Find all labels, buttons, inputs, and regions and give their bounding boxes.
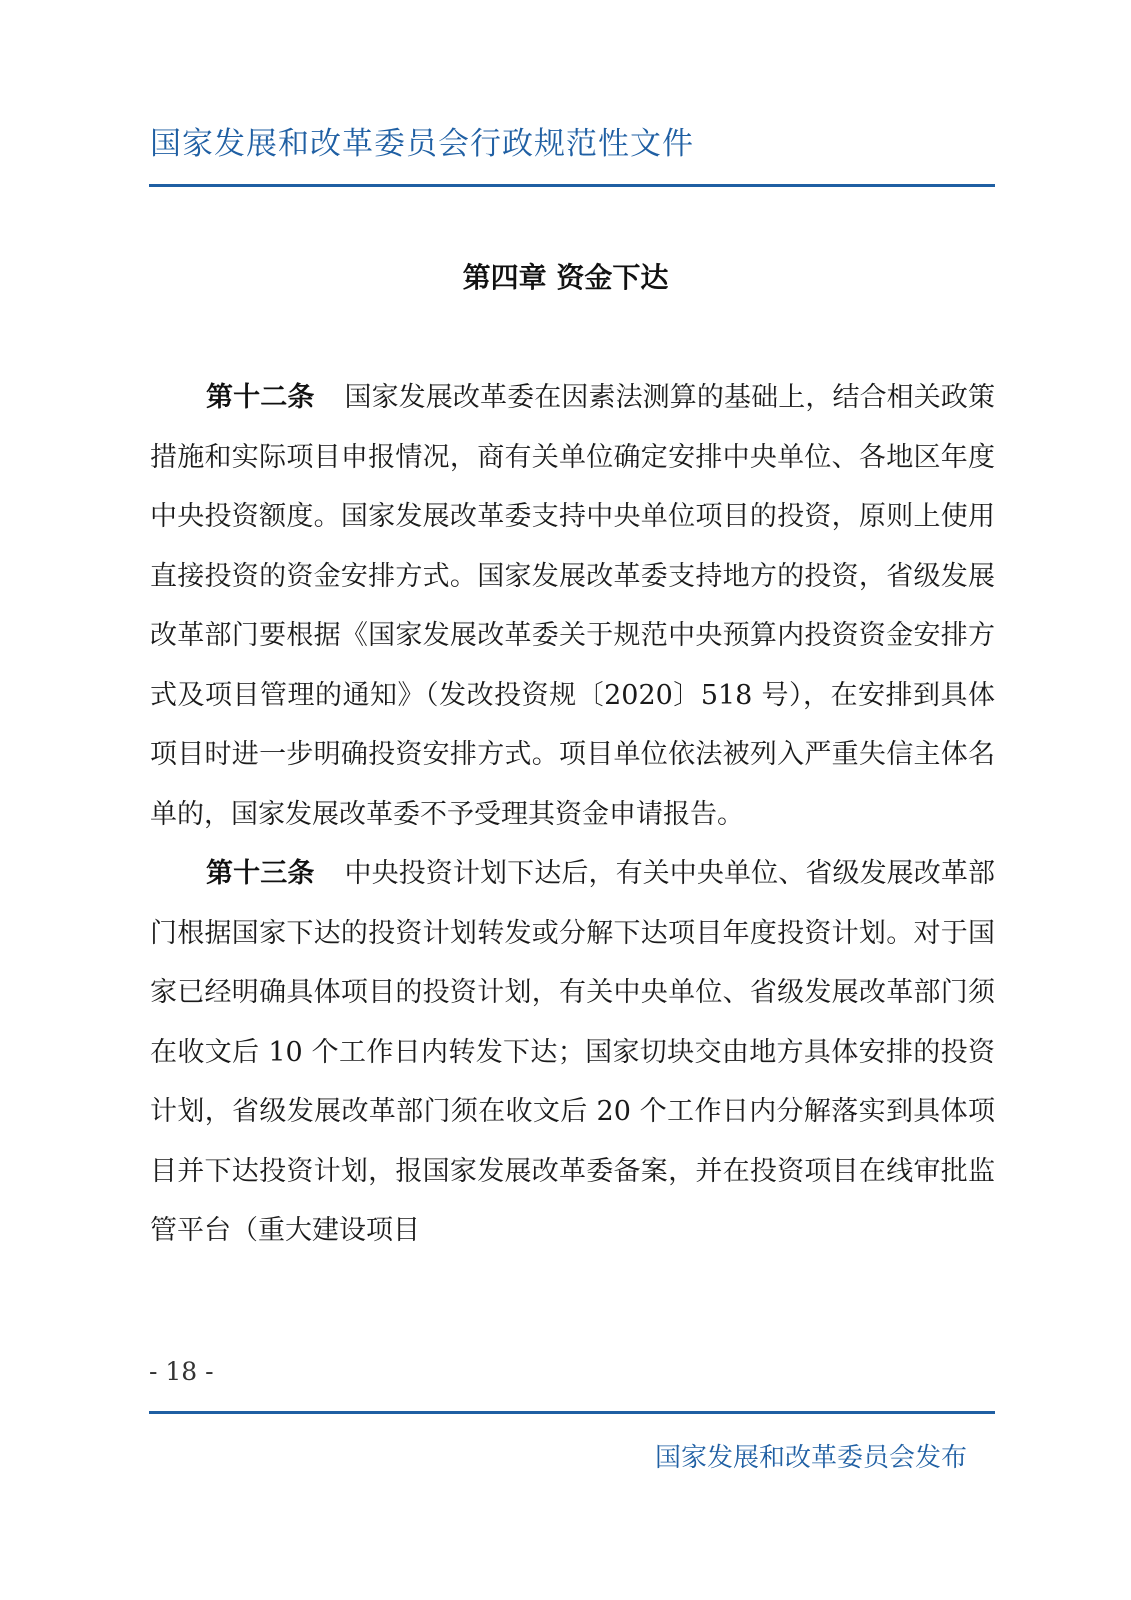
document-body: [150, 368, 995, 1261]
document-header-title: 国家发展和改革委员会行政规范性文件: [150, 126, 694, 162]
header-divider: [149, 184, 995, 187]
article-12: [150, 368, 995, 844]
article-number: 第十二条: [206, 382, 315, 413]
article-text: 国家发展改革委在因素法测算的基础上，结合相关政策措施和实际项目申报情况，商有关单位确定安排中央单位、各地区年度中央投资额度。国家发展改革委支持中央单位项目的投资，原则上使用直接投资的资金安排方式。国家发展改革委支持地方的投资，省级发展改革部门要根据《国家发展改革委关于规范中央预算内投资资金安排方式及项目管理的通知》（发改投资规〔2020〕518 号），在安排到具体项目时进一步明确投资安排方式。项目单位依法被列入严重失信主体名单的，国家发展改革委不予受理其资金申请报告。: [150, 382, 996, 830]
article-number: 第十三条: [206, 858, 315, 889]
article-text: 中央投资计划下达后，有关中央单位、省级发展改革部门根据国家下达的投资计划转发或分解下达项目年度投资计划。对于国家已经明确具体项目的投资计划，有关中央单位、省级发展改革部门须在收文后 10 个工作日内转发下达；国家切块交由地方具体安排的投资计划，省级发展改革部门须在收文后 20 个工作日内分解落实到具体项目并下达投资计划，报国家发展改革委备案，并在投资项目在线审批监管平台（重大建设项目: [150, 858, 996, 1246]
page-number: - 18 -: [149, 1357, 214, 1386]
footer-divider: [149, 1411, 995, 1414]
article-13: [150, 844, 995, 1261]
chapter-title: 第四章 资金下达: [462, 261, 669, 294]
publisher-label: 国家发展和改革委员会发布: [654, 1443, 967, 1473]
